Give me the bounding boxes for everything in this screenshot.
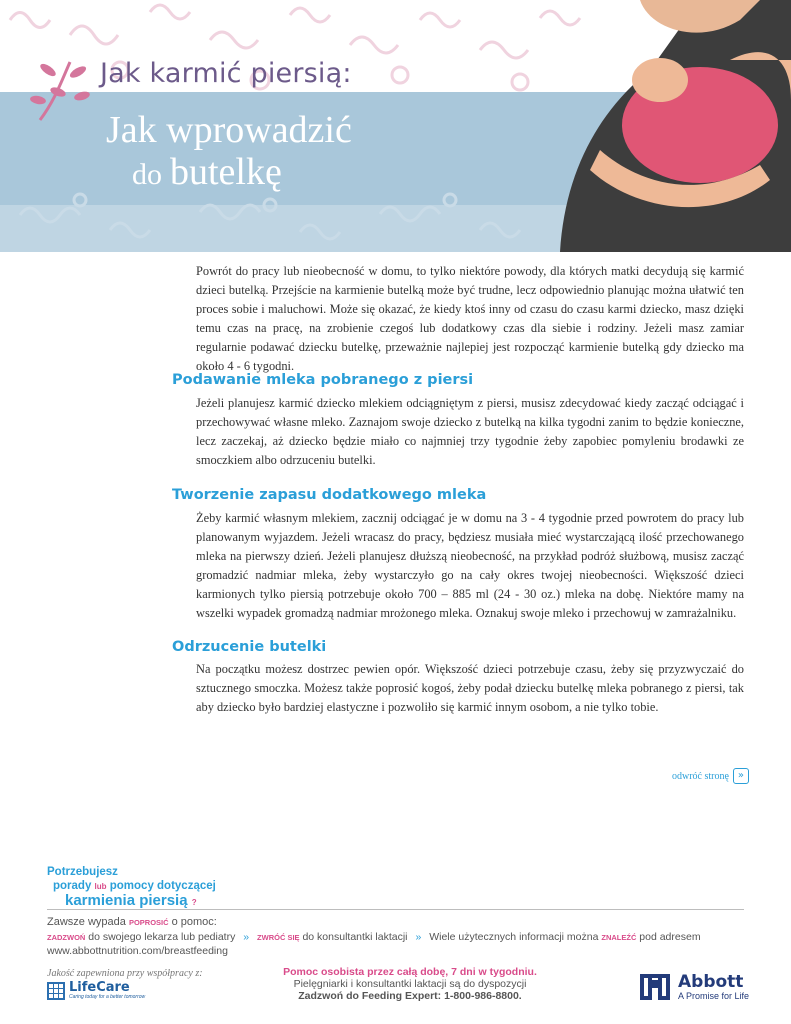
support-phone: Zadzwoń do Feeding Expert: 1-800-986-8800. bbox=[298, 990, 522, 1002]
series-title: Jak karmić piersią: bbox=[100, 58, 352, 89]
footer-url-link[interactable]: www.abbottnutrition.com/breastfeeding bbox=[47, 945, 228, 957]
help-porady: porady bbox=[53, 880, 92, 892]
turn-page-link[interactable] bbox=[672, 768, 749, 784]
intro-paragraph: Powrót do pracy lub nieobecność w domu, to tylko niektóre powody, dla których matki decydują się karmić dzieci butelką. Przejście na karmienie butelką może być trudne, lecz odpowiednio planując można ułatwić ten proces sobie i maluchowi. Może się okazać, że kiedy ktoś inny od czasu do czasu karmi dziecko, masz dzięki temu czas na pracę, na zrobienie czegoś lub dodatkowy czas dla siebie i rodziny. Jeżeli masz zamiar regularnie podawać dziecku butelkę, przeważnie najlepiej jest rozpocząć karmienie butelką gdy dziecko ma około 4 - 6 tygodni. bbox=[196, 264, 744, 373]
page-title-do: do bbox=[132, 158, 162, 191]
lifecare-tagline: Caring today for a better tomorrow bbox=[69, 994, 146, 1000]
page-title-line1: Jak wprowadzić bbox=[106, 109, 352, 151]
footer-divider bbox=[47, 909, 744, 910]
support-availability: Pielęgniarki i konsultantki laktacji są do dyspozycji bbox=[293, 978, 527, 990]
ask-text-a: Zawsze wypada bbox=[47, 916, 126, 928]
help-line2 bbox=[53, 880, 216, 892]
feeding-expert-info bbox=[260, 966, 560, 1002]
abbott-logo-icon bbox=[638, 972, 672, 1002]
separator-icon: » bbox=[415, 931, 422, 943]
section-heading-milk-supply: Tworzenie zapasu dodatkowego mleka bbox=[172, 487, 487, 503]
section-text-milk-supply: Żeby karmić własnym mlekiem, zacznij odciągać je w domu na 3 - 4 tygodnie przed powrotem do pracy lub planowanym wyjazdem. Jeżeli wracasz do pracy, będziesz musiała mieć wystarczającą ilość przechowanego mleka na pierwszy dzień. Jeżeli planujesz dłuższą nieobecność, na przykład podróż służbową, musisz zacząć gromadzić nadmiar mleka, żeby wystarczyło go na cały okres twojej nieobecności. Większość dzieci karmionych tylko piersią potrzebuje około 700 – 885 ml (24 - 30 oz.) mleka na dobę. Niektóre mamy na wszelki wypadek gromadzą nadmiar mrożonego mleka. Oznakuj swoje mleko i przechowuj w zamrażalniku. bbox=[196, 511, 744, 620]
lifecare-name: LifeCare bbox=[69, 980, 130, 995]
help-line3 bbox=[65, 892, 216, 909]
help-question-mark: ? bbox=[191, 898, 197, 907]
help-line1: Potrzebujesz bbox=[47, 866, 118, 878]
action-find-label: ZNALEŹĆ bbox=[601, 933, 637, 942]
action-call-text: do swojego lekarza lub pediatry bbox=[88, 931, 236, 943]
section-text-expressed-milk: Jeżeli planujesz karmić dziecko mlekiem odciągniętym z piersi, musisz zdecydować kiedy zacząć odciągać i przechowywać własne mleko. Zaznajom swoje dziecko z butelką na kilka tygodni zanim to będzie konieczne, lecz zaczekaj, aż dziecko będzie miało co najmniej trzy tygodnie żeby zapobiec pomyleniu brodawki ze smoczkiem albo odrzuceniu butelki. bbox=[196, 396, 744, 467]
separator-icon: » bbox=[243, 931, 250, 943]
lifecare-mark-icon bbox=[47, 982, 65, 1000]
header-banner bbox=[0, 0, 791, 252]
action-call-label: ZADZWOŃ bbox=[47, 933, 86, 942]
action-consult-label: ZWRÓĆ SIĘ bbox=[257, 933, 300, 942]
ask-pink: POPROSIĆ bbox=[128, 918, 169, 927]
abbott-name: Abbott bbox=[678, 971, 744, 992]
help-pomocy: pomocy dotyczącej bbox=[109, 880, 216, 892]
footer-actions bbox=[47, 931, 701, 943]
section-heading-bottle-refusal: Odrzucenie butelki bbox=[172, 639, 327, 655]
footer-ask bbox=[47, 916, 217, 928]
page-title-line2 bbox=[132, 150, 282, 194]
abbott-tagline: A Promise for Life bbox=[678, 990, 750, 1001]
help-lub: lub bbox=[94, 882, 107, 891]
support-hours: Pomoc osobista przez całą dobę, 7 dni w tygodniu. bbox=[283, 966, 537, 978]
turn-page-label[interactable]: odwróć stronę bbox=[672, 770, 729, 782]
abbott-logo bbox=[638, 972, 749, 1002]
turn-page-arrow-icon[interactable]: » bbox=[733, 768, 749, 784]
action-find-text: Wiele użytecznych informacji można bbox=[429, 931, 599, 943]
help-karmienia: karmienia piersią bbox=[65, 892, 188, 909]
action-find-tail: pod adresem bbox=[639, 931, 701, 943]
page-title-butelke: butelkę bbox=[170, 151, 282, 193]
help-callout bbox=[47, 866, 216, 909]
lifecare-logo bbox=[47, 981, 145, 1000]
quality-note: Jakość zapewniona przy współpracy z: bbox=[47, 968, 203, 979]
section-heading-expressed-milk: Podawanie mleka pobranego z piersi bbox=[172, 372, 474, 388]
action-consult-text: do konsultantki laktacji bbox=[302, 931, 408, 943]
ask-text-b: o pomoc: bbox=[171, 916, 217, 928]
section-text-bottle-refusal: Na początku możesz dostrzec pewien opór. Większość dzieci potrzebuje czasu, żeby się przyzwyczaić do sztucznego smoczka. Możesz także poprosić kogoś, żeby podał dziecku butelkę mleka pobranego z piersi, tak aby dziecko było bardziej elastyczne i pozwoliło się karmić innym osobom, a nie tylko tobie. bbox=[196, 662, 744, 714]
